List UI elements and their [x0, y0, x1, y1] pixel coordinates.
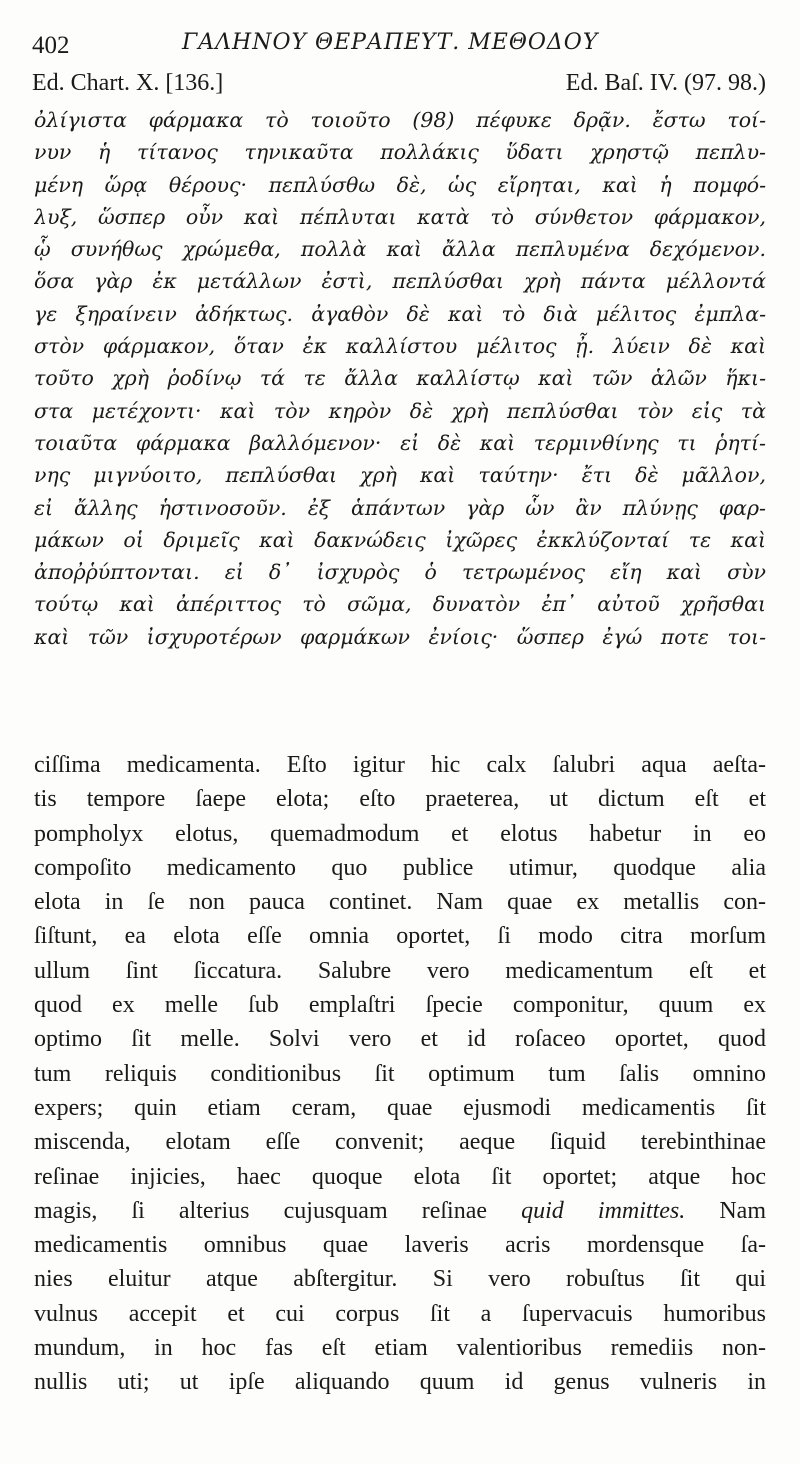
latin-line: nies eluitur atque abſtergitur. Si vero robuſtus ſit qui: [34, 1266, 766, 1293]
latin-line: pompholyx elotus, quemadmodum et elotus habetur in eo: [34, 820, 766, 847]
greek-line: στὸν φάρμακον, ὅταν ἐκ καλλίστου μέλιτος ᾖ. λύειν δὲ καὶ: [34, 334, 766, 359]
latin-line: nullis uti; ut ipſe aliquando quum id genus vulneris in: [34, 1369, 766, 1396]
latin-line-end: Nam: [719, 1197, 766, 1224]
latin-line: ſiſtunt, ea elota eſſe omnia oportet, ſi modo citra morſum: [34, 923, 766, 950]
latin-line: ciſſima medicamenta. Eſto igitur hic calx ſalubri aqua aeſta-: [34, 752, 766, 778]
greek-line: νης μιγνύοιτο, πεπλύσθαι χρὴ καὶ ταύτην· ἔτι δὲ μᾶλλον,: [34, 463, 766, 488]
edition-chartier: Ed. Chart. X. [136.]: [32, 70, 224, 96]
latin-line: mundum, in hoc fas eſt etiam valentioribus remediis non-: [34, 1335, 766, 1362]
greek-line: ᾧ συνήθως χρώμεθα, πολλὰ καὶ ἄλλα πεπλυμένα δεχόμενον.: [34, 237, 766, 262]
edition-reference-line: [32, 70, 766, 104]
running-title: ΓΑΛΗΝΟΥ ΘΕΡΑΠΕΥΤ. ΜΕΘΟΔΟΥ: [182, 30, 599, 55]
latin-line: ullum ſint ſiccatura. Salubre vero medicamentum eſt et: [34, 957, 766, 984]
latin-line-with-italic: [34, 1194, 766, 1228]
latin-line: miscenda, elotam eſſe convenit; aeque ſiquid terebinthinae: [34, 1129, 766, 1156]
latin-line: medicamentis omnibus quae laveris acris mordensque ſa-: [34, 1232, 766, 1259]
latin-line: optimo ſit melle. Solvi vero et id roſaceo oportet, quod: [34, 1026, 766, 1053]
greek-line: γε ξηραίνειν ἀδήκτως. ἀγαθὸν δὲ καὶ τὸ διὰ μέλιτος ἐμπλα-: [34, 301, 766, 326]
latin-line-start: magis, ſi alterius cujusquam reſinae: [34, 1197, 488, 1224]
greek-line: μένη ὥρᾳ θέρους· πεπλύσθω δὲ, ὡς εἴρηται, καὶ ἡ πομφό-: [34, 172, 766, 197]
latin-line: compoſito medicamento quo publice utimur, quodque alia: [34, 854, 766, 881]
greek-text-block: [34, 104, 766, 653]
greek-line: λυξ, ὥσπερ οὖν καὶ πέπλυται κατὰ τὸ σύνθετον φάρμακον,: [34, 204, 766, 229]
latin-line: elota in ſe non pauca continet. Nam quae ex metallis con-: [34, 889, 766, 916]
italic-phrase: quid immittes.: [521, 1197, 686, 1224]
latin-text-block: [34, 748, 766, 1400]
greek-line: ἀποῤῥύπτονται. εἰ δ᾽ ἰσχυρὸς ὁ τετρωμένος εἴη καὶ σὺν: [34, 560, 766, 585]
edition-basel: Ed. Baſ. IV. (97. 98.): [565, 70, 766, 96]
latin-line: tum reliquis conditionibus ſit optimum tum ſalis omnino: [34, 1060, 766, 1087]
greek-line: καὶ τῶν ἰσχυροτέρων φαρμάκων ἐνίοις· ὥσπερ ἐγώ ποτε τοι-: [34, 624, 766, 649]
greek-line: νυν ἡ τίτανος τηνικαῦτα πολλάκις ὕδατι χρηστῷ πεπλυ-: [34, 140, 766, 165]
page-number: 402: [32, 32, 70, 59]
latin-line: quod ex melle ſub emplaſtri ſpecie componitur, quum ex: [34, 992, 766, 1019]
greek-line: ὅσα γὰρ ἐκ μετάλλων ἐστὶ, πεπλύσθαι χρὴ πάντα μέλλοντά: [34, 269, 766, 294]
greek-line: ὀλίγιστα φάρμακα τὸ τοιοῦτο (98) πέφυκε δρᾷν. ἔστω τοί-: [34, 108, 766, 132]
greek-line: εἰ ἄλλης ἡστινοσοῦν. ἐξ ἁπάντων γὰρ ὧν ἂν πλύνῃς φαρ-: [34, 495, 766, 520]
latin-line: expers; quin etiam ceram, quae ejusmodi medicamentis ſit: [34, 1094, 766, 1121]
greek-line: μάκων οἱ δριμεῖς καὶ δακνώδεις ἰχῶρες ἐκκλύζονταί τε καὶ: [34, 527, 766, 552]
latin-line: reſinae injicies, haec quoque elota ſit oportet; atque hoc: [34, 1163, 766, 1190]
latin-line: tis tempore ſaepe elota; eſto praeterea, ut dictum eſt et: [34, 786, 766, 813]
greek-line: τούτῳ καὶ ἀπέριττος τὸ σῶμα, δυνατὸν ἐπ᾽ αὐτοῦ χρῆσθαι: [34, 592, 766, 617]
greek-line: τοιαῦτα φάρμακα βαλλόμενον· εἰ δὲ καὶ τερμινθίνης τι ῥητί-: [34, 430, 766, 455]
latin-line: vulnus accepit et cui corpus ſit a ſupervacuis humoribus: [34, 1300, 766, 1327]
greek-line: στα μετέχοντι· καὶ τὸν κηρὸν δὲ χρὴ πεπλύσθαι τὸν εἰς τὰ: [34, 398, 766, 423]
greek-line: τοῦτο χρὴ ῥοδίνῳ τά τε ἄλλα καλλίστῳ καὶ τῶν ἁλῶν ἥκι-: [34, 366, 766, 391]
running-head: [32, 28, 772, 68]
